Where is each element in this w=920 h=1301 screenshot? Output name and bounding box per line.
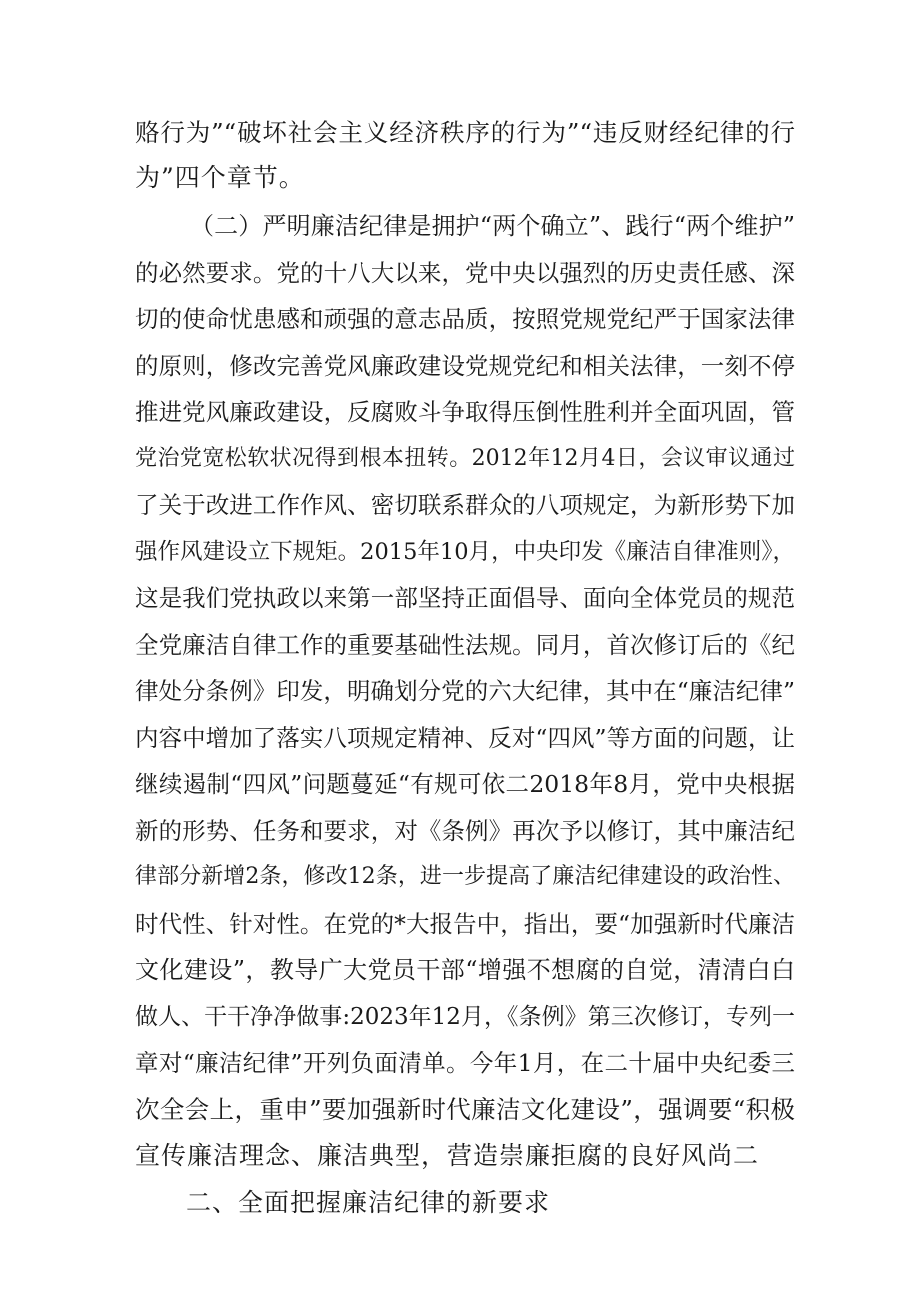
- text-line: 次全会上，重申”要加强新时代廉洁文化建设”，强调要“积极: [135, 1095, 795, 1124]
- text-line: 赂行为”“破坏社会主义经济秩序的行为”“违反财经纪律的行: [135, 118, 795, 147]
- text-line: 新的形势、任务和要求，对《条例》再次予以修订，其中廉洁纪: [135, 817, 795, 845]
- text-line: 文化建设”，教导广大党员干部“增强不想腐的自觉，清清白白: [135, 956, 795, 984]
- text-line: 的原则，修改完善党风廉政建设党规党纪和相关法律，一刻不停: [135, 352, 795, 380]
- text-line: （二）严明廉洁纪律是拥护“两个确立”、践行“两个维护”: [190, 212, 795, 240]
- text-line: 的必然要求。党的十八大以来，党中央以强烈的历史责任感、深: [135, 259, 795, 287]
- text-line: 律部分新增2条，修改12条，进一步提高了廉洁纪律建设的政治性、: [135, 864, 795, 889]
- text-line: 切的使命忧患感和顽强的意志品质，按照党规党纪严于国家法律: [135, 305, 795, 333]
- text-line: 这是我们党执政以来第一部坚持正面倡导、面向全体党员的规范: [135, 584, 795, 612]
- text-line: 全党廉洁自律工作的重要基础性法规。同月，首次修订后的《纪: [135, 631, 795, 659]
- text-line: 继续遏制“四风”问题蔓延“有规可依二2018年8月，党中央根据: [135, 770, 795, 798]
- text-line: 为”四个章节。: [135, 163, 305, 192]
- text-line: 强作风建设立下规矩。2015年10月，中央印发《廉洁自律准则》，: [135, 539, 795, 565]
- text-line: 内容中增加了落实八项规定精神、反对“四风”等方面的问题，让: [135, 724, 795, 752]
- text-line: 时代性、针对性。在党的*大报告中，指出，要“加强新时代廉洁: [135, 910, 795, 938]
- text-line: 做人、干干净净做事:2023年12月，《条例》第三次修订，专列一: [135, 1004, 795, 1030]
- text-line: 了关于改进工作作风、密切联系群众的八项规定，为新形势下加: [135, 491, 795, 519]
- text-line: 宣传廉洁理念、廉洁典型，营造崇廉拒腐的良好风尚二: [135, 1141, 760, 1170]
- text-line: 推进党风廉政建设，反腐败斗争取得压倒性胜利并全面巩固，管: [135, 398, 795, 426]
- text-line: 章对“廉洁纪律”开列负面清单。今年1月，在二十届中央纪委三: [135, 1049, 795, 1077]
- text-line: 律处分条例》印发，明确划分党的六大纪律，其中在“廉洁纪律”: [135, 677, 795, 705]
- section-heading: 二、全面把握廉洁纪律的新要求: [186, 1188, 551, 1217]
- text-line: 党治党宽松软状况得到根本扭转。2012年12月4日，会议审议通过: [135, 446, 795, 471]
